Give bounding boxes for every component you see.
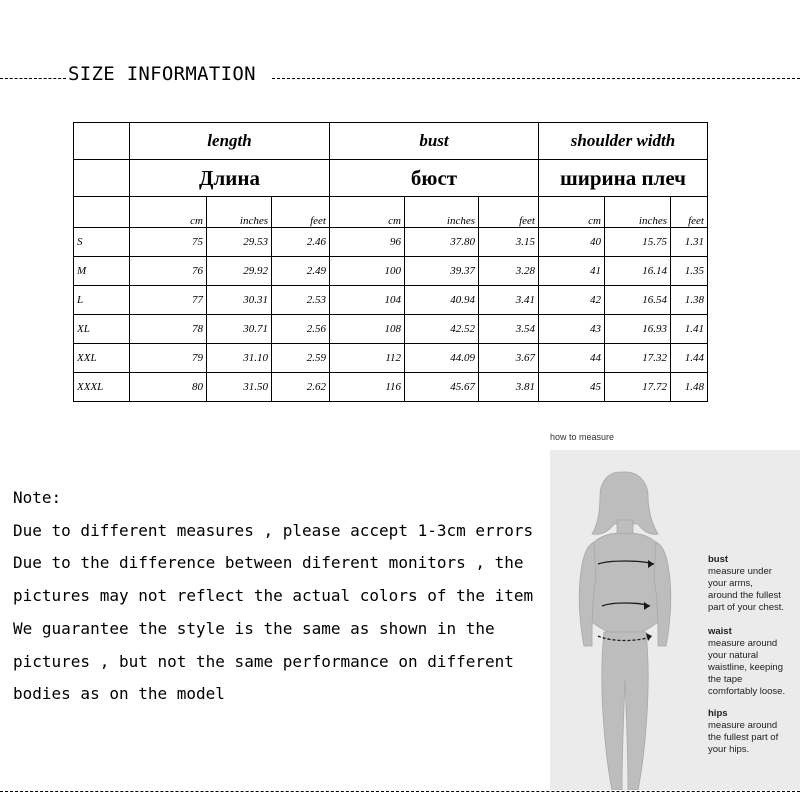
page-title: SIZE INFORMATION bbox=[68, 63, 256, 85]
notes-line: bodies as on the model bbox=[13, 684, 225, 704]
table-cell: 1.38 bbox=[671, 286, 708, 315]
table-cell: 3.67 bbox=[479, 344, 539, 373]
hips-text-line: your hips. bbox=[708, 744, 750, 755]
table-cell: 3.15 bbox=[479, 228, 539, 257]
table-header-english bbox=[74, 123, 708, 160]
waist-text-line: comfortably loose. bbox=[708, 686, 786, 697]
size-table bbox=[73, 122, 708, 402]
table-cell: 17.72 bbox=[605, 373, 671, 402]
unit-cell: cm bbox=[130, 197, 207, 228]
waist-instruction bbox=[708, 626, 798, 698]
unit-cell: cm bbox=[539, 197, 605, 228]
table-cell: 112 bbox=[330, 344, 405, 373]
group-bust-ru: бюст bbox=[330, 160, 539, 197]
hips-text-line: measure around bbox=[708, 720, 778, 731]
group-bust-en: bust bbox=[330, 123, 539, 160]
table-row bbox=[74, 344, 708, 373]
hips-text-line: the fullest part of bbox=[708, 732, 779, 743]
waist-text-line: your natural bbox=[708, 650, 759, 661]
table-cell: 37.80 bbox=[405, 228, 479, 257]
table-cell: 40 bbox=[539, 228, 605, 257]
table-cell: 2.62 bbox=[272, 373, 330, 402]
unit-cell: feet bbox=[671, 197, 708, 228]
table-cell: 41 bbox=[539, 257, 605, 286]
unit-cell: feet bbox=[272, 197, 330, 228]
table-cell: 16.54 bbox=[605, 286, 671, 315]
notes-line: Due to the difference between diferent monitors , the bbox=[13, 553, 524, 573]
table-cell: 44.09 bbox=[405, 344, 479, 373]
notes-line: We guarantee the style is the same as shown in the bbox=[13, 618, 495, 638]
hips-label: hips bbox=[708, 708, 728, 719]
table-cell: 30.71 bbox=[207, 315, 272, 344]
table-cell: 104 bbox=[330, 286, 405, 315]
bottom-dashed-divider bbox=[0, 791, 800, 792]
group-length-ru: Длина bbox=[130, 160, 330, 197]
table-row bbox=[74, 315, 708, 344]
size-label: L bbox=[74, 286, 130, 315]
table-cell: 17.32 bbox=[605, 344, 671, 373]
table-cell: 2.49 bbox=[272, 257, 330, 286]
unit-cell: inches bbox=[405, 197, 479, 228]
size-label: S bbox=[74, 228, 130, 257]
hips-instruction bbox=[708, 708, 798, 756]
group-shoulder-en: shoulder width bbox=[539, 123, 708, 160]
table-cell: 79 bbox=[130, 344, 207, 373]
bust-text-line: around the fullest bbox=[708, 590, 781, 601]
bust-text-line: measure under bbox=[708, 566, 772, 577]
table-cell: 16.93 bbox=[605, 315, 671, 344]
table-cell: 3.28 bbox=[479, 257, 539, 286]
bust-instruction bbox=[708, 554, 798, 614]
size-information-header bbox=[0, 63, 800, 91]
waist-text-line: the tape bbox=[708, 674, 743, 685]
table-cell: 43 bbox=[539, 315, 605, 344]
table-cell: 40.94 bbox=[405, 286, 479, 315]
table-cell: 42 bbox=[539, 286, 605, 315]
waist-text-line: waistline, keeping bbox=[708, 662, 783, 673]
size-label: XXXL bbox=[74, 373, 130, 402]
waist-text-line: measure around bbox=[708, 638, 778, 649]
header-dash-right bbox=[272, 78, 800, 79]
group-length-en: length bbox=[130, 123, 330, 160]
unit-cell: inches bbox=[207, 197, 272, 228]
table-cell: 3.81 bbox=[479, 373, 539, 402]
table-cell: 30.31 bbox=[207, 286, 272, 315]
table-row bbox=[74, 257, 708, 286]
size-label: XL bbox=[74, 315, 130, 344]
how-to-measure-title: how to measure bbox=[550, 432, 615, 442]
table-cell: 39.37 bbox=[405, 257, 479, 286]
table-cell: 45.67 bbox=[405, 373, 479, 402]
table-cell: 1.35 bbox=[671, 257, 708, 286]
table-cell: 1.44 bbox=[671, 344, 708, 373]
notes-title: Note: bbox=[13, 488, 62, 507]
table-cell: 78 bbox=[130, 315, 207, 344]
table-cell: 44 bbox=[539, 344, 605, 373]
table-header-units bbox=[74, 197, 708, 228]
table-cell: 80 bbox=[130, 373, 207, 402]
table-cell: 108 bbox=[330, 315, 405, 344]
bust-text-line: your arms, bbox=[708, 578, 753, 589]
table-cell: 77 bbox=[130, 286, 207, 315]
table-cell: 16.14 bbox=[605, 257, 671, 286]
table-cell: 2.46 bbox=[272, 228, 330, 257]
empty-corner-cell bbox=[74, 160, 130, 197]
table-row bbox=[74, 373, 708, 402]
notes-block bbox=[13, 482, 533, 711]
table-cell: 45 bbox=[539, 373, 605, 402]
table-cell: 3.54 bbox=[479, 315, 539, 344]
table-cell: 76 bbox=[130, 257, 207, 286]
table-cell: 42.52 bbox=[405, 315, 479, 344]
empty-corner-cell bbox=[74, 197, 130, 228]
table-cell: 1.48 bbox=[671, 373, 708, 402]
measure-panel bbox=[550, 450, 800, 790]
size-label: M bbox=[74, 257, 130, 286]
unit-cell: feet bbox=[479, 197, 539, 228]
group-shoulder-ru: ширина плеч bbox=[539, 160, 708, 197]
notes-line: pictures may not reflect the actual colors of the item bbox=[13, 586, 534, 606]
table-cell: 3.41 bbox=[479, 286, 539, 315]
bust-text-line: part of your chest. bbox=[708, 602, 785, 613]
table-cell: 75 bbox=[130, 228, 207, 257]
table-row bbox=[74, 228, 708, 257]
size-label: XXL bbox=[74, 344, 130, 373]
table-cell: 1.41 bbox=[671, 315, 708, 344]
table-cell: 31.10 bbox=[207, 344, 272, 373]
table-cell: 1.31 bbox=[671, 228, 708, 257]
table-cell: 29.53 bbox=[207, 228, 272, 257]
table-cell: 29.92 bbox=[207, 257, 272, 286]
how-to-measure-guide bbox=[550, 430, 800, 790]
waist-label: waist bbox=[708, 626, 732, 637]
table-header-russian bbox=[74, 160, 708, 197]
table-cell: 31.50 bbox=[207, 373, 272, 402]
unit-cell: inches bbox=[605, 197, 671, 228]
table-cell: 2.53 bbox=[272, 286, 330, 315]
notes-line: pictures , but not the same performance on different bbox=[13, 651, 514, 671]
table-cell: 2.59 bbox=[272, 344, 330, 373]
header-dash-left bbox=[0, 78, 66, 79]
table-cell: 2.56 bbox=[272, 315, 330, 344]
table-cell: 100 bbox=[330, 257, 405, 286]
table-cell: 116 bbox=[330, 373, 405, 402]
table-cell: 15.75 bbox=[605, 228, 671, 257]
empty-corner-cell bbox=[74, 123, 130, 160]
unit-cell: cm bbox=[330, 197, 405, 228]
bust-label: bust bbox=[708, 554, 729, 565]
notes-line: Due to different measures , please accept 1-3cm errors bbox=[13, 520, 534, 540]
table-row bbox=[74, 286, 708, 315]
table-cell: 96 bbox=[330, 228, 405, 257]
